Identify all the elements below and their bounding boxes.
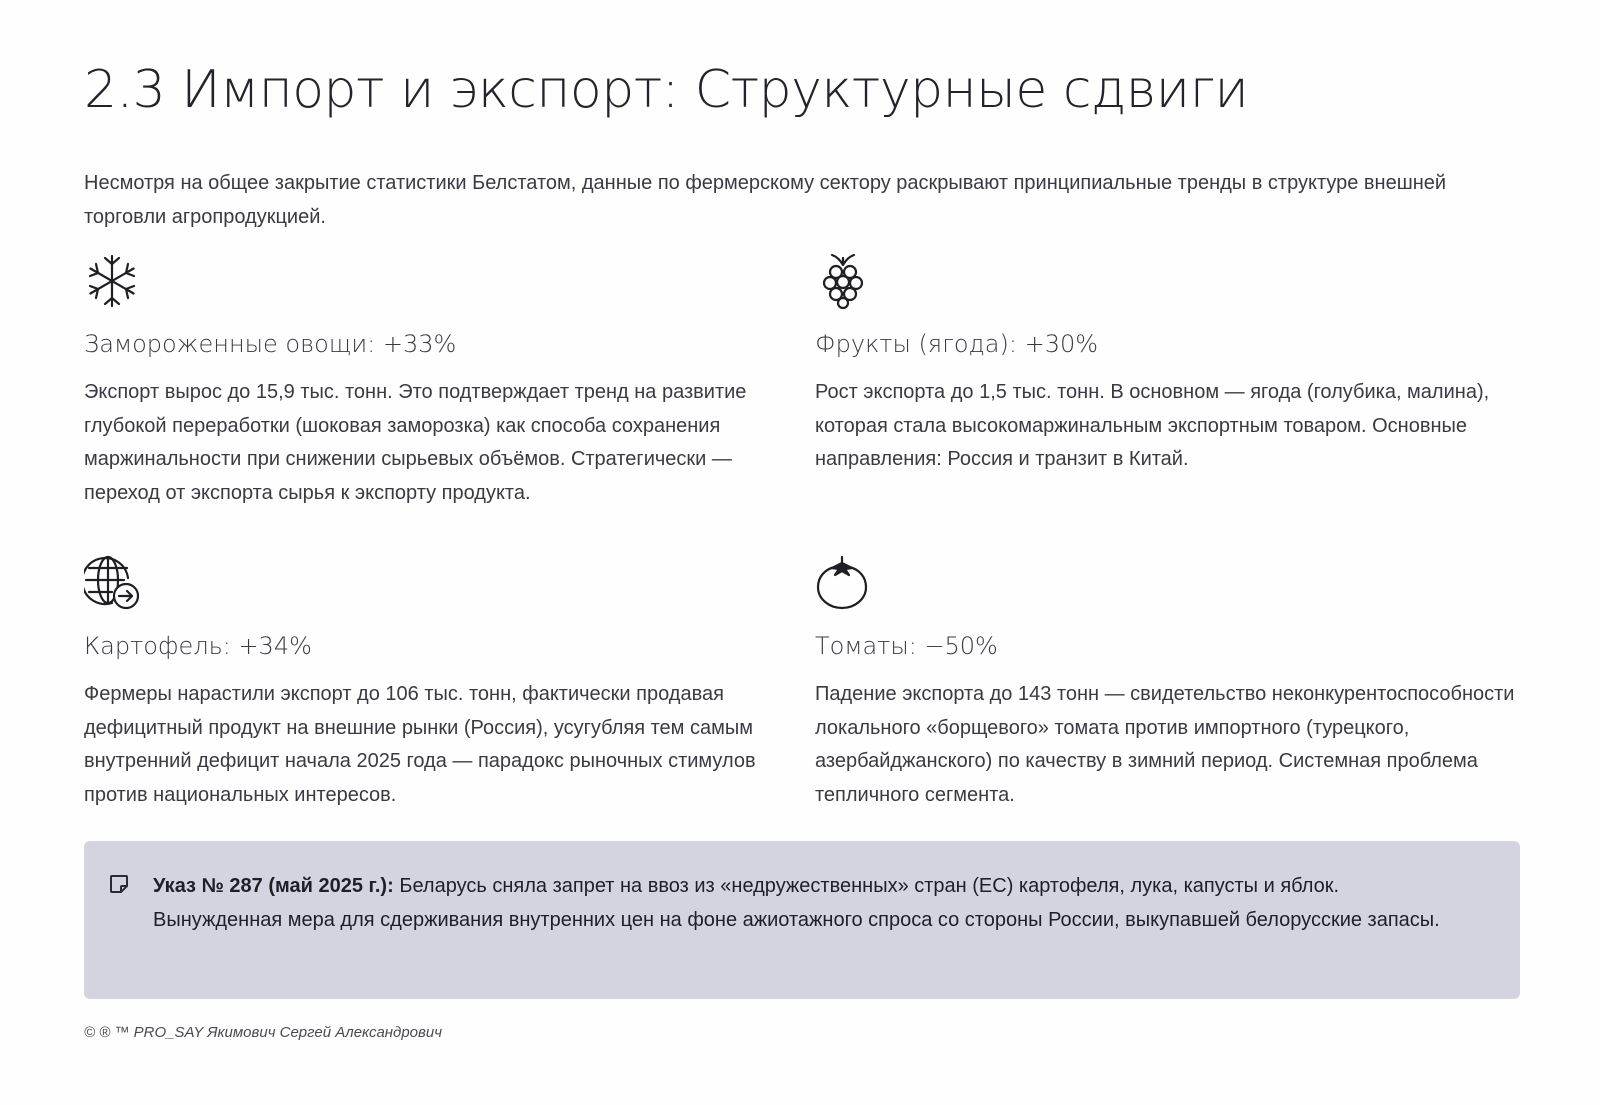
card-text: Фермеры нарастили экспорт до 106 тыс. тонн, фактически продавая дефицитный продукт на внешние рынки (Россия), усугубляя тем самым внутренний дефицит начала 2025 года — парадокс рыночных стимулов против национальных интересов.: [84, 683, 756, 806]
card-tomatoes: [815, 554, 1515, 806]
note-body: Беларусь сняла запрет на ввоз из «недружественных» стран (ЕС) картофеля, лука, капусты и яблок. Вынужденная мера для сдерживания внутренних цен на фоне ажиотажного спроса со стороны России, выкупавшей белорусские запасы.: [153, 875, 1440, 931]
copyright-footer: © ® ™ PRO_SAY Якимович Сергей Александрович: [84, 1024, 442, 1041]
intro-paragraph: Несмотря на общее закрытие статистики Белстатом, данные по фермерскому сектору раскрывают принципиальные тренды в структуре внешней торговли агропродукцией.: [84, 172, 1447, 228]
card-title: Замороженные овощи: +33%: [84, 330, 457, 358]
berry-icon: [815, 252, 871, 310]
decree-note: [84, 841, 1520, 999]
globe-export-icon: [84, 554, 140, 612]
tomato-icon: [815, 554, 871, 612]
card-title: Фрукты (ягода): +30%: [815, 330, 1099, 358]
card-title: Картофель: +34%: [84, 632, 312, 660]
card-frozen-vegetables: [84, 252, 784, 504]
card-text: Рост экспорта до 1,5 тыс. тонн. В основном — ягода (голубика, малина), которая стала высокомаржинальным экспортным товаром. Основные направления: Россия и транзит в Китай.: [815, 381, 1490, 470]
card-fruits-berries: [815, 252, 1515, 470]
card-text: Экспорт вырос до 15,9 тыс. тонн. Это подтверждает тренд на развитие глубокой переработки (шоковая заморозка) как способа сохранения маржинальности при снижении сырьевых объёмов. Стратегически — переход от экспорта сырья к экспорту продукта.: [84, 381, 747, 504]
page-title: 2.3 Импорт и экспорт: Структурные сдвиги: [84, 60, 1249, 120]
card-potatoes: [84, 554, 784, 806]
note-icon: [108, 873, 130, 895]
note-text: [153, 869, 1473, 937]
card-text: Падение экспорта до 143 тонн — свидетельство неконкурентоспособности локального «борщевого» томата против импортного (турецкого, азербайджанского) по качеству в зимний период. Системная проблема тепличного сегмента.: [815, 683, 1515, 806]
snowflake-icon: [84, 252, 140, 310]
card-title: Томаты: −50%: [815, 632, 998, 660]
note-bold-label: Указ № 287 (май 2025 г.):: [153, 875, 394, 897]
